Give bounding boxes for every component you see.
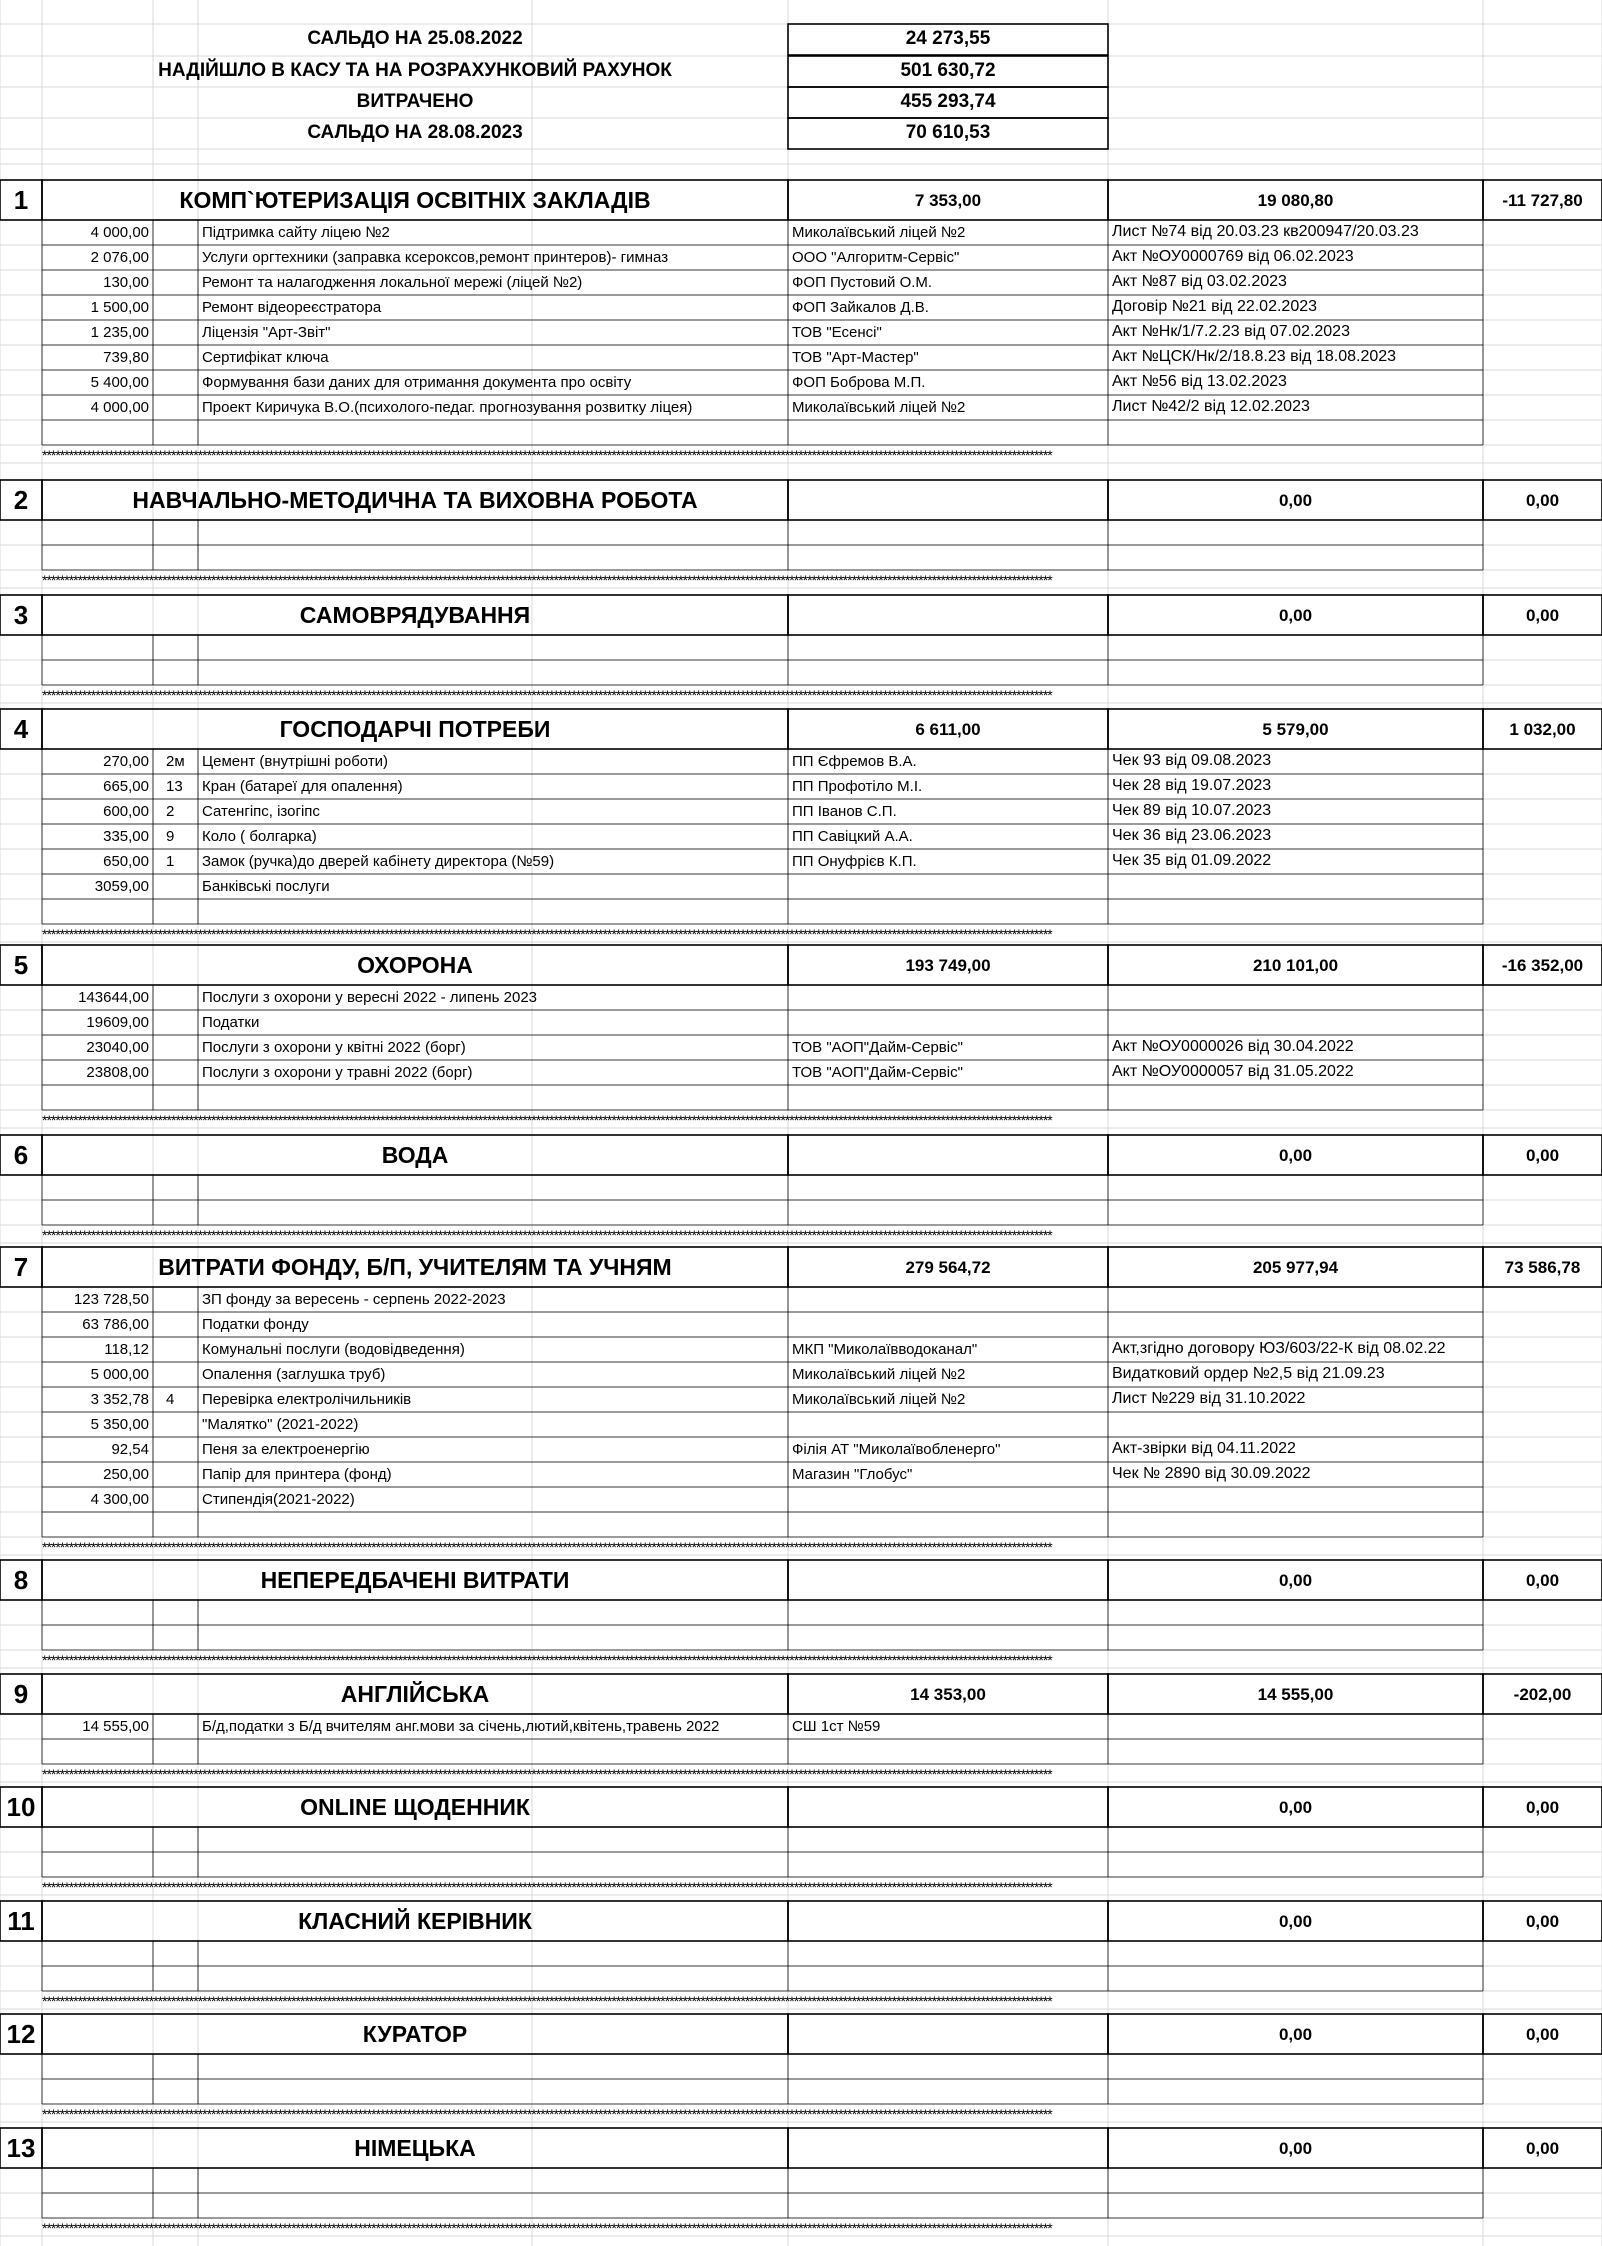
summary-label: САЛЬДО НА 28.08.2023 <box>307 122 523 143</box>
row-payee: ПП Профотіло М.І. <box>792 778 923 795</box>
section-title: НАВЧАЛЬНО-МЕТОДИЧНА ТА ВИХОВНА РОБОТА <box>132 487 698 513</box>
row-description: Цемент (внутрішні роботи) <box>202 753 389 770</box>
summary-label: ВИТРАЧЕНО <box>356 91 474 112</box>
section-number: 8 <box>13 1565 29 1595</box>
section-separator: *********************************************************************************************************************************************************************************************************************************** <box>42 2222 1052 2235</box>
row-document: Акт №ОУ0000057 від 31.05.2022 <box>1112 1063 1354 1080</box>
row-payee: ПП Савіцкий А.А. <box>792 828 913 845</box>
row-description: Банківські послуги <box>202 878 330 895</box>
section-title: НЕПЕРЕДБАЧЕНІ ВИТРАТИ <box>260 1567 570 1593</box>
row-amount: 270,00 <box>103 753 149 770</box>
row-payee: ООО "Алгоритм-Сервіс" <box>792 249 960 266</box>
row-amount: 335,00 <box>103 828 149 845</box>
section-income-box <box>788 1787 1108 1827</box>
row-description: Комунальні послуги (водовідведення) <box>202 1341 465 1358</box>
row-description: ЗП фонду за вересень - серпень 2022-2023 <box>202 1291 506 1308</box>
row-document: Акт №ЦСК/Нк/2/18.8.23 від 18.08.2023 <box>1112 348 1397 365</box>
row-document: Акт-звірки від 04.11.2022 <box>1112 1440 1296 1457</box>
row-amount: 92,54 <box>111 1441 149 1458</box>
row-document: Акт №56 від 13.02.2023 <box>1112 373 1287 390</box>
section-spent: 205 977,94 <box>1252 1258 1339 1277</box>
section-spent: 0,00 <box>1278 2139 1313 2158</box>
row-description: Послуги з охорони у травні 2022 (борг) <box>202 1064 473 1081</box>
section-income-box <box>788 2128 1108 2168</box>
row-amount: 665,00 <box>103 778 149 795</box>
row-document: Акт,згідно договору ЮЗ/603/22-К від 08.02.22 <box>1112 1340 1446 1357</box>
row-payee: ФОП Пустовий О.М. <box>792 274 933 291</box>
section-income-box <box>788 595 1108 635</box>
section-balance: 0,00 <box>1525 2139 1560 2158</box>
row-description: Коло ( болгарка) <box>202 828 317 845</box>
section-income: 6 611,00 <box>915 720 981 739</box>
row-description: Ліцензія "Арт-Звіт" <box>202 324 331 341</box>
section-income: 193 749,00 <box>905 956 991 975</box>
section-balance: 0,00 <box>1525 1912 1560 1931</box>
row-document: Чек 28 від 19.07.2023 <box>1112 777 1272 794</box>
summary-label: НАДІЙШЛО В КАСУ ТА НА РОЗРАХУНКОВИЙ РАХУНОК <box>158 60 672 81</box>
row-description: Формування бази даних для отримання документа про освіту <box>202 374 632 391</box>
section-separator: *********************************************************************************************************************************************************************************************************************************** <box>42 1114 1052 1127</box>
section-income-box <box>788 2014 1108 2054</box>
section-title: НІМЕЦЬКА <box>354 2135 476 2161</box>
section-number: 5 <box>13 950 29 980</box>
section-number: 1 <box>13 185 29 215</box>
section-spent: 0,00 <box>1278 2025 1313 2044</box>
row-payee: ПП Онуфрієв К.П. <box>792 853 917 870</box>
row-description: "Малятко" (2021-2022) <box>202 1416 359 1433</box>
row-amount: 143644,00 <box>78 989 149 1006</box>
row-description: Податки <box>202 1014 260 1031</box>
row-description: Кран (батареї для опалення) <box>202 778 403 795</box>
section-income-box <box>788 1901 1108 1941</box>
row-description: Пеня за електроенергію <box>202 1441 370 1458</box>
section-balance: -202,00 <box>1513 1685 1572 1704</box>
row-document: Акт №ОУ0000026 від 30.04.2022 <box>1112 1038 1354 1055</box>
section-balance: 73 586,78 <box>1504 1258 1581 1277</box>
row-description: Б/д,податки з Б/д вчителям анг.мови за січень,лютий,квітень,травень 2022 <box>202 1718 720 1735</box>
row-quantity: 2м <box>166 753 185 770</box>
row-description: Услуги оргтехники (заправка ксероксов,ремонт принтеров)- гимназ <box>202 249 669 266</box>
row-description: Послуги з охорони у вересні 2022 - липень 2023 <box>202 989 538 1006</box>
row-amount: 14 555,00 <box>82 1718 149 1735</box>
section-title: ОХОРОНА <box>357 952 473 978</box>
section-number: 4 <box>13 714 29 744</box>
summary-value: 501 630,72 <box>900 60 996 81</box>
section-spent: 19 080,80 <box>1257 191 1334 210</box>
section-income-box <box>788 1135 1108 1175</box>
section-income: 7 353,00 <box>914 191 982 210</box>
row-payee: Магазин "Глобус" <box>792 1466 913 1483</box>
row-quantity: 13 <box>166 778 183 795</box>
row-amount: 5 350,00 <box>90 1416 149 1433</box>
row-description: Сертифікат ключа <box>202 349 329 366</box>
row-payee: ПП Іванов С.П. <box>792 803 897 820</box>
summary-value: 70 610,53 <box>905 122 991 143</box>
row-amount: 1 235,00 <box>90 324 149 341</box>
section-balance: 1 032,00 <box>1509 720 1576 739</box>
row-document: Чек 93 від 09.08.2023 <box>1112 752 1272 769</box>
row-quantity: 1 <box>166 853 175 870</box>
section-title: КЛАСНИЙ КЕРІВНИК <box>298 1908 532 1934</box>
row-description: Сатенгіпс, ізогіпс <box>202 803 320 820</box>
row-payee: Миколаївський ліцей №2 <box>792 399 966 416</box>
row-document: Видатковий ордер №2,5 від 21.09.23 <box>1112 1365 1385 1382</box>
section-number: 3 <box>13 600 29 630</box>
row-payee: Філія АТ "Миколаївобленерго" <box>792 1441 1001 1458</box>
section-title: ВОДА <box>381 1142 449 1168</box>
row-description: Ремонт та налагодження локальної мережі (ліцей №2) <box>202 274 583 291</box>
row-document: Акт №87 від 03.02.2023 <box>1112 273 1287 290</box>
section-number: 7 <box>13 1252 29 1282</box>
row-payee: Миколаївський ліцей №2 <box>792 224 966 241</box>
section-separator: *********************************************************************************************************************************************************************************************************************************** <box>42 1995 1052 2008</box>
row-description: Замок (ручка)до дверей кабінету директора (№59) <box>202 853 555 870</box>
section-separator: *********************************************************************************************************************************************************************************************************************************** <box>42 1881 1052 1894</box>
row-quantity: 2 <box>166 803 175 820</box>
row-quantity: 4 <box>166 1391 175 1408</box>
row-amount: 3 352,78 <box>90 1391 149 1408</box>
row-document: Чек 35 від 01.09.2022 <box>1112 852 1272 869</box>
row-amount: 739,80 <box>103 349 149 366</box>
section-spent: 0,00 <box>1278 1912 1313 1931</box>
row-payee: ПП Єфремов В.А. <box>792 753 917 770</box>
section-separator: *********************************************************************************************************************************************************************************************************************************** <box>42 2108 1052 2121</box>
row-description: Послуги з охорони у квітні 2022 (борг) <box>202 1039 466 1056</box>
section-number: 6 <box>13 1140 29 1170</box>
section-title: ГОСПОДАРЧІ ПОТРЕБИ <box>279 716 551 742</box>
row-description: Перевірка електролічильників <box>202 1391 412 1408</box>
row-description: Опалення (заглушка труб) <box>202 1366 386 1383</box>
row-payee: МКП "Миколаївводоканал" <box>792 1341 978 1358</box>
section-spent: 5 579,00 <box>1262 720 1329 739</box>
section-number: 12 <box>6 2019 36 2049</box>
row-description: Підтримка сайту ліцею №2 <box>202 224 390 241</box>
row-amount: 123 728,50 <box>73 1291 149 1308</box>
section-balance: 0,00 <box>1525 1798 1560 1817</box>
row-payee: ФОП Зайкалов Д.В. <box>792 299 929 316</box>
row-amount: 23040,00 <box>86 1039 149 1056</box>
row-amount: 4 000,00 <box>90 224 149 241</box>
section-spent: 0,00 <box>1278 606 1313 625</box>
section-spent: 0,00 <box>1278 1798 1313 1817</box>
row-amount: 650,00 <box>103 853 149 870</box>
section-spent: 0,00 <box>1278 491 1313 510</box>
section-balance: 0,00 <box>1525 2025 1560 2044</box>
row-amount: 130,00 <box>103 274 149 291</box>
section-separator: *********************************************************************************************************************************************************************************************************************************** <box>42 1768 1052 1781</box>
row-document: Чек 36 від 23.06.2023 <box>1112 827 1272 844</box>
row-amount: 118,12 <box>104 1341 149 1358</box>
section-separator: *********************************************************************************************************************************************************************************************************************************** <box>42 449 1052 462</box>
section-title: САМОВРЯДУВАННЯ <box>299 602 531 628</box>
row-amount: 2 076,00 <box>90 249 149 266</box>
row-payee: ТОВ "АОП"Дайм-Сервіс" <box>792 1039 963 1056</box>
section-number: 13 <box>6 2133 36 2163</box>
row-amount: 63 786,00 <box>82 1316 149 1333</box>
section-number: 9 <box>13 1679 29 1709</box>
section-number: 2 <box>13 485 29 515</box>
row-document: Лист №42/2 від 12.02.2023 <box>1112 398 1310 415</box>
section-separator: *********************************************************************************************************************************************************************************************************************************** <box>42 1541 1052 1554</box>
row-description: Ремонт відеореєстратора <box>202 299 382 316</box>
section-title: КОМП`ЮТЕРИЗАЦІЯ ОСВІТНІХ ЗАКЛАДІВ <box>179 187 651 213</box>
section-title: АНГЛІЙСЬКА <box>340 1681 490 1707</box>
summary-value: 455 293,74 <box>900 91 996 112</box>
row-document: Договір №21 від 22.02.2023 <box>1112 298 1318 315</box>
row-amount: 600,00 <box>103 803 149 820</box>
row-amount: 4 000,00 <box>90 399 149 416</box>
row-document: Чек 89 від 10.07.2023 <box>1112 802 1272 819</box>
summary-value: 24 273,55 <box>905 28 991 49</box>
section-separator: *********************************************************************************************************************************************************************************************************************************** <box>42 1654 1052 1667</box>
row-amount: 250,00 <box>103 1466 149 1483</box>
section-spent: 210 101,00 <box>1252 956 1339 975</box>
section-income-box <box>788 1560 1108 1600</box>
row-description: Податки фонду <box>202 1316 309 1333</box>
row-amount: 1 500,00 <box>90 299 149 316</box>
section-spent: 0,00 <box>1278 1571 1313 1590</box>
section-income-box <box>788 480 1108 520</box>
row-payee: СШ 1ст №59 <box>792 1718 881 1735</box>
row-amount: 23808,00 <box>86 1064 149 1081</box>
section-title: ONLINE ЩОДЕННИК <box>300 1794 530 1820</box>
row-document: Лист №229 від 31.10.2022 <box>1112 1390 1306 1407</box>
row-payee: ТОВ "Арт-Мастер" <box>792 349 919 366</box>
row-payee: ФОП Боброва М.П. <box>792 374 926 391</box>
section-number: 10 <box>6 1792 36 1822</box>
section-title: КУРАТОР <box>362 2021 468 2047</box>
section-balance: 0,00 <box>1525 606 1560 625</box>
row-description: Проект Киричука В.О.(психолого-педаг. прогнозування розвитку ліцея) <box>202 399 693 416</box>
section-income: 279 564,72 <box>905 1258 991 1277</box>
row-payee: Миколаївський ліцей №2 <box>792 1366 966 1383</box>
section-separator: *********************************************************************************************************************************************************************************************************************************** <box>42 1229 1052 1242</box>
section-balance: -16 352,00 <box>1501 956 1584 975</box>
row-amount: 5 000,00 <box>90 1366 149 1383</box>
row-document: Лист №74 від 20.03.23 кв200947/20.03.23 <box>1112 223 1419 240</box>
section-balance: 0,00 <box>1525 1146 1560 1165</box>
section-title: ВИТРАТИ ФОНДУ, Б/П, УЧИТЕЛЯМ ТА УЧНЯМ <box>158 1254 672 1280</box>
row-document: Акт №Нк/1/7.2.23 від 07.02.2023 <box>1112 323 1350 340</box>
row-payee: ТОВ "АОП"Дайм-Сервіс" <box>792 1064 963 1081</box>
section-balance: 0,00 <box>1525 491 1560 510</box>
section-income: 14 353,00 <box>910 1685 986 1704</box>
section-balance: 0,00 <box>1525 1571 1560 1590</box>
row-document: Акт №ОУ0000769 від 06.02.2023 <box>1112 248 1354 265</box>
summary-label: САЛЬДО НА 25.08.2022 <box>307 28 523 49</box>
row-description: Стипендія(2021-2022) <box>202 1491 355 1508</box>
row-amount: 5 400,00 <box>90 374 149 391</box>
row-description: Папір для принтера (фонд) <box>202 1466 392 1483</box>
section-separator: *********************************************************************************************************************************************************************************************************************************** <box>42 574 1052 587</box>
section-spent: 0,00 <box>1278 1146 1313 1165</box>
row-amount: 4 300,00 <box>90 1491 149 1508</box>
row-document: Чек № 2890 від 30.09.2022 <box>1112 1465 1311 1482</box>
section-separator: *********************************************************************************************************************************************************************************************************************************** <box>42 928 1052 941</box>
row-quantity: 9 <box>166 828 175 845</box>
section-number: 11 <box>7 1906 35 1936</box>
row-payee: Миколаївський ліцей №2 <box>792 1391 966 1408</box>
row-payee: ТОВ "Есенсі" <box>792 324 882 341</box>
section-balance: -11 727,80 <box>1502 191 1583 210</box>
row-amount: 19609,00 <box>86 1014 149 1031</box>
row-amount: 3059,00 <box>94 878 149 895</box>
section-spent: 14 555,00 <box>1257 1685 1334 1704</box>
section-separator: *********************************************************************************************************************************************************************************************************************************** <box>42 689 1052 702</box>
